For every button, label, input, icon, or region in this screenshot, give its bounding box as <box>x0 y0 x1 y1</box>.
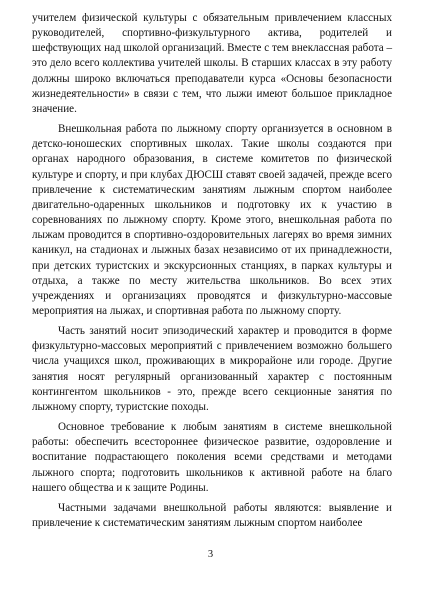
page-number: 3 <box>207 549 214 560</box>
paragraph-2: Внешкольная работа по лыжному спорту организуется в основном в детско-юношеских спортивных школах. Такие школы создаются при органах народного образования, в системе комитетов по физической культуре и спорту, и при клубах ДЮСШ ставят своей задачей, прежде всего привлечение к систематическим занятиям лыжным спортом наиболее двигательно-одаренных школьников и подготовку их к участию в соревнованиях по лыжному спорту. Кроме этого, внешкольная работа по лыжам проводится в спортивно-оздоровительных лагерях во время зимних каникул, на стадионах и лыжных базах независимо от их принадлежности, при детских туристских и экскурсионных станциях, в парках культуры и отдыха, а также по месту жительства школьников. Во всех этих учреждениях и организациях проводятся и физкультурно-массовые мероприятия на лыжах, и спортивная работа по лыжному спорту. <box>32 123 392 317</box>
paragraph-4: Основное требование к любым занятиям в системе внешкольной работы: обеспечить всестороннее физическое развитие, оздоровление и воспитание подрастающего поколения всеми средствами и методами лыжного спорта; подготовить школьников к активной работе на благо нашего общества и к защите Родины. <box>32 421 392 494</box>
paragraph-5: Частными задачами внешкольной работы являются: выявление и привлечение к систематическим занятиям лыжным спортом наиболее <box>32 501 392 529</box>
document-body <box>32 11 392 531</box>
paragraph-1: учителем физической культуры с обязательным привлечением классных руководителей, спортивно-физкультурного актива, родителей и шефствующих над школой организаций. Вместе с тем внеклассная работа – это дело всего коллектива учителей школы. В старших классах в эту работу должны широко включаться преподаватели курса «Основы безопасности жизнедеятельности» в связи с тем, что лыжи имеют большое прикладное значение. <box>32 12 392 115</box>
paragraph-3: Часть занятий носит эпизодический характер и проводится в форме физкультурно-массовых мероприятий с привлечением возможно большего числа учащихся школ, проживающих в микрорайоне или городе. Другие занятия носят регулярный организованный характер с постоянным контингентом школьников - это, прежде всего секционные занятия по лыжному спорту, туристские походы. <box>32 325 392 413</box>
